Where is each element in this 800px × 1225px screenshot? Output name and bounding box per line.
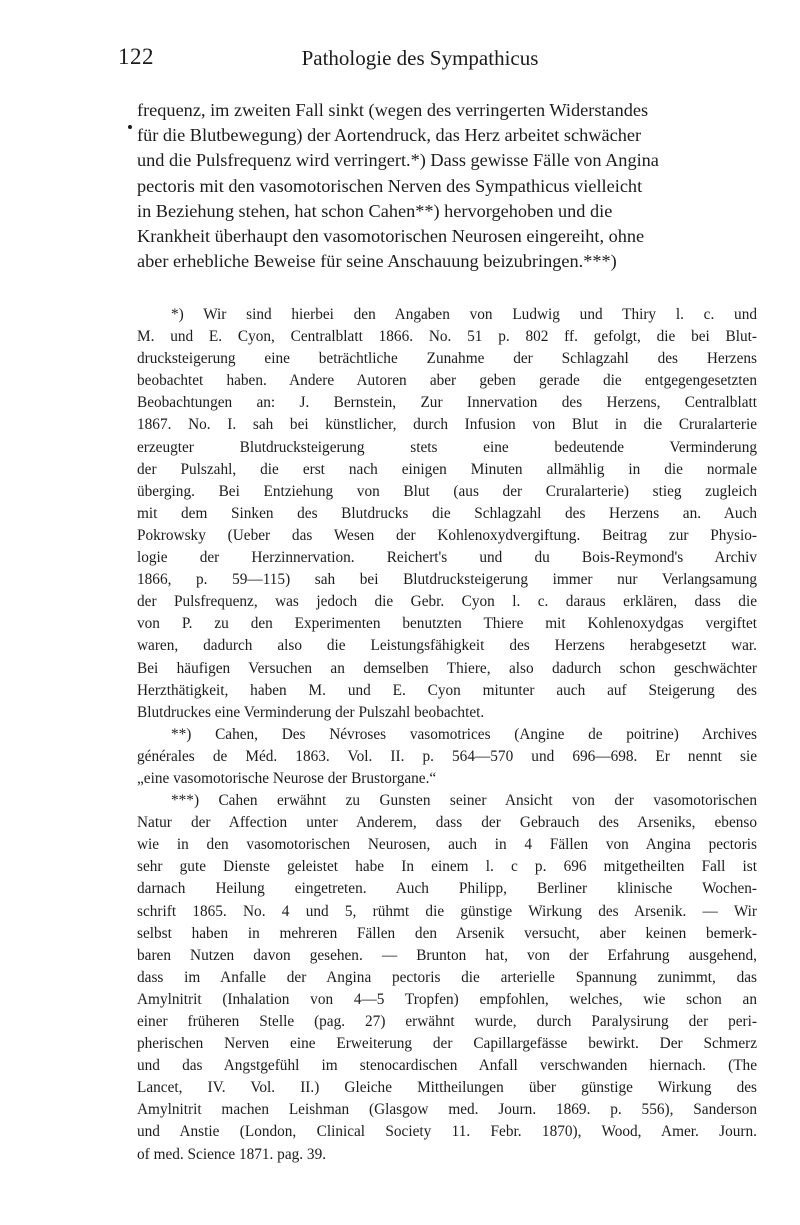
running-head [110, 44, 730, 74]
footnote-2-line: **) Cahen, Des Névroses vasomotrices (Angine de poitrine) Archives [171, 725, 757, 743]
footnote-1-line: Bei häufigen Versuchen an demselben Thiere, also dadurch schon geschwächter [137, 659, 757, 677]
footnote-3-line: Amylnitrit (Inhalation von 4—5 Tropfen) empfohlen, welches, wie schon an [137, 990, 757, 1008]
footnote-3-line: Lancet, IV. Vol. II.) Gleiche Mittheilungen über günstige Wirkung des [137, 1079, 757, 1097]
footnote-2-line: „eine vasomotorische Neurose der Brustorgane.“ [137, 769, 437, 787]
footnote-1-line: der Pulszahl, die erst nach einigen Minuten allmählig in die normale [137, 460, 757, 478]
text-line: aber erhebliche Beweise für seine Anschauung beizubringen.***) [137, 251, 617, 272]
text-line: in Beziehung stehen, hat schon Cahen**) hervorgehoben und die [137, 200, 613, 221]
text-line: und die Pulsfrequenz wird verringert.*) Dass gewisse Fälle von Angina [137, 150, 659, 171]
page-number: 122 [118, 44, 154, 69]
footnote-3-line: einer früheren Stelle (pag. 27) erwähnt wurde, durch Paralysirung der peri- [137, 1013, 757, 1030]
footnote-1-line: von P. zu den Experimenten benutzten Thiere mit Kohlenoxydgas vergiftet [137, 615, 757, 633]
footnote-1-line: Pokrowsky (Ueber das Wesen der Kohlenoxydvergiftung. Beitrag zur Physio- [137, 526, 757, 544]
footnote-1-line: mit dem Sinken des Blutdrucks die Schlagzahl des Herzens an. Auch [137, 504, 757, 522]
footnote-3-line: und das Angstgefühl im stenocardischen Anfall verschwanden hiernach. (The [137, 1057, 757, 1075]
footnote-3-line: baren Nutzen davon gesehen. — Brunton hat, von der Erfahrung ausgehend, [137, 946, 757, 964]
margin-mark [128, 125, 132, 129]
footnote-1-line: beobachtet haben. Andere Autoren aber geben gerade die entgegengesetzten [137, 372, 757, 390]
footnote-3-line: darnach Heilung eingetreten. Auch Philipp, Berliner klinische Wochen- [137, 880, 757, 898]
footnote-3-line: Natur der Affection unter Anderem, dass der Gebrauch des Arseniks, ebenso [137, 814, 757, 832]
footnotes [137, 304, 757, 1166]
footnote-3-line: pherischen Nerven eine Erweiterung der Capillargefässe bewirkt. Der Schmerz [137, 1035, 757, 1053]
text-line: Krankheit überhaupt den vasomotorischen Neurosen eingereiht, ohne [137, 226, 645, 247]
footnote-1-line: 1867. No. I. sah bei künstlicher, durch Infusion von Blut in die Cruralarterie [137, 416, 757, 434]
footnote-2-line: générales de Méd. 1863. Vol. II. p. 564—570 und 696—698. Er nennt sie [137, 747, 757, 765]
footnote-1-line: logie der Herzinnervation. Reichert's und du Bois-Reymond's Archiv [137, 549, 757, 567]
footnote-3-line: Amylnitrit machen Leishman (Glasgow med. Journ. 1869. p. 556), Sanderson [137, 1101, 757, 1119]
footnote-1-line: Beobachtungen an: J. Bernstein, Zur Innervation des Herzens, Centralblatt [137, 394, 757, 412]
main-text [137, 98, 757, 274]
footnote-1-line: drucksteigerung eine beträchtliche Zunahme der Schlagzahl des Herzens [137, 350, 757, 368]
footnote-3-line: schrift 1865. No. 4 und 5, rühmt die günstige Wirkung des Arsenik. — Wir [137, 902, 757, 920]
footnote-1-line: M. und E. Cyon, Centralblatt 1866. No. 51 p. 802 ff. gefolgt, die bei Blut- [137, 328, 757, 346]
text-line: für die Blutbewegung) der Aortendruck, das Herz arbeitet schwächer [137, 125, 642, 146]
footnote-3-line: sehr gute Dienste geleistet habe In einem l. c p. 696 mitgetheilten Fall ist [137, 858, 757, 876]
footnote-3-line: ***) Cahen erwähnt zu Gunsten seiner Ansicht von der vasomotorischen [171, 792, 757, 810]
footnote-1-line: Blutdruckes eine Verminderung der Pulszahl beobachtet. [137, 703, 485, 721]
footnote-1-line: erzeugter Blutdrucksteigerung stets eine bedeutende Verminderung [137, 438, 757, 456]
text-line: pectoris mit den vasomotorischen Nerven des Sympathicus vielleicht [137, 175, 643, 196]
footnote-1-line: überging. Bei Entziehung von Blut (aus der Cruralarterie) stieg zugleich [137, 482, 757, 500]
running-title: Pathologie des Sympathicus [301, 46, 539, 70]
footnote-1-line: 1866, p. 59—115) sah bei Blutdrucksteigerung immer nur Verlangsamung [137, 571, 757, 589]
footnote-3-line: wie in den vasomotorischen Neurosen, auch in 4 Fällen von Angina pectoris [137, 836, 757, 854]
footnote-1-line: Herzthätigkeit, haben M. und E. Cyon mitunter auch auf Steigerung des [137, 681, 757, 699]
footnote-3-line: selbst haben in mehreren Fällen den Arsenik versucht, aber keinen bemerk- [137, 924, 757, 942]
footnote-3-line: und Anstie (London, Clinical Society 11. Febr. 1870), Wood, Amer. Journ. [137, 1123, 757, 1141]
footnote-3-line: dass im Anfalle der Angina pectoris die arterielle Spannung zunimmt, das [137, 968, 757, 986]
text-line: frequenz, im zweiten Fall sinkt (wegen des verringerten Widerstandes [137, 100, 649, 120]
footnote-1-line: *) Wir sind hierbei den Angaben von Ludwig und Thiry l. c. und [171, 306, 757, 323]
footnote-3-line: of med. Science 1871. pag. 39. [137, 1145, 327, 1163]
footnote-1-line: der Pulsfrequenz, was jedoch die Gebr. Cyon l. c. daraus erklären, dass die [137, 593, 757, 611]
footnote-1-line: waren, dadurch also die Leistungsfähigkeit des Herzens herabgesetzt war. [137, 637, 757, 655]
